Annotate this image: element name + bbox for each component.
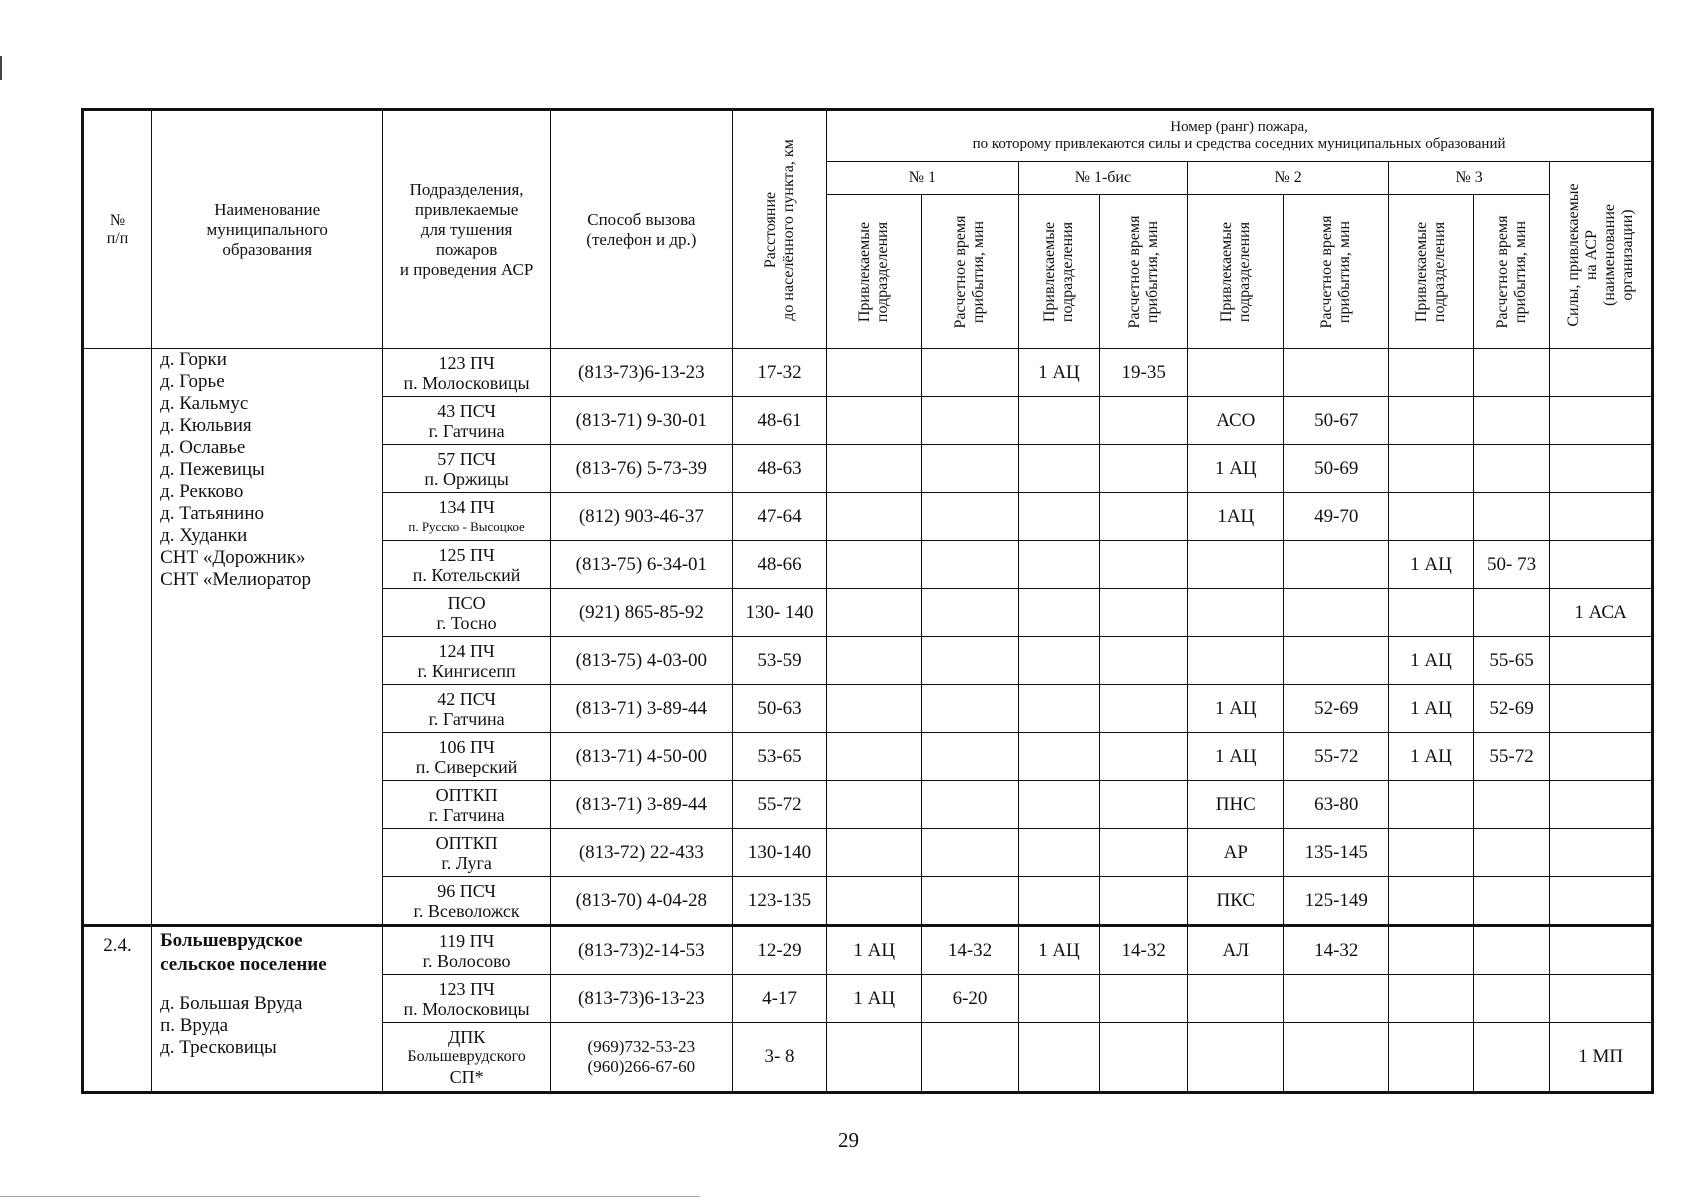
r1-units-cell xyxy=(827,445,922,493)
r2-units-cell: АР xyxy=(1188,829,1284,877)
scan-edge-mark xyxy=(0,56,2,80)
unit-location: г. Волосово xyxy=(422,950,511,971)
header-rank-title-text: Номер (ранг) пожара, по которому привлекаются силы и средства соседних муниципальных образований xyxy=(972,119,1506,152)
r2-time-cell xyxy=(1284,637,1389,685)
r2-time-cell: 52-69 xyxy=(1284,685,1389,733)
r3-time-cell xyxy=(1473,829,1549,877)
unit-location: г. Гатчина xyxy=(428,420,505,441)
unit-location: п. Молосковицы xyxy=(403,372,530,393)
r3-time-cell: 52-69 xyxy=(1473,685,1549,733)
header-r1bis-units-text: Привлекаемые подразделения xyxy=(1040,221,1076,322)
unit-location: п. Оржицы xyxy=(424,468,509,489)
r2-time-cell: 63-80 xyxy=(1284,781,1389,829)
unit-name: 124 ПЧ xyxy=(438,640,495,661)
r1bis-units-cell xyxy=(1018,685,1100,733)
distance-cell: 130- 140 xyxy=(732,589,826,637)
locality: СНТ «Мелиоратор xyxy=(160,569,312,590)
locality: д. Ославье xyxy=(160,437,246,458)
header-r3-units-text: Привлекаемые подразделения xyxy=(1412,221,1448,322)
r1bis-units-cell xyxy=(1018,493,1100,541)
unit-cell xyxy=(383,685,550,733)
r3-time-cell xyxy=(1473,349,1549,397)
asr-cell: 1 АСА xyxy=(1550,589,1653,637)
locality: д. Татьянино xyxy=(160,503,265,524)
unit-cell xyxy=(383,493,550,541)
r1bis-time-cell xyxy=(1100,541,1188,589)
unit-name: 42 ПСЧ xyxy=(437,688,496,709)
scan-bottom-edge xyxy=(0,1196,700,1197)
phone-cell: (813-71) 3-89-44 xyxy=(550,685,732,733)
unit-name: ДПК xyxy=(447,1027,486,1047)
r1-time-cell xyxy=(922,781,1018,829)
header-name-text: Наименование муниципального образования xyxy=(206,199,328,259)
unit-cell xyxy=(383,975,550,1023)
unit-cell xyxy=(383,1023,550,1093)
r2-time-cell xyxy=(1284,589,1389,637)
header-r2-time-text: Расчетное время прибытия, мин xyxy=(1318,215,1354,328)
r1-time-cell xyxy=(922,733,1018,781)
header-rank-title xyxy=(827,110,1653,162)
r2-time-cell: 125-149 xyxy=(1284,877,1389,926)
phone-cell: (813-73)2-14-53 xyxy=(550,926,732,975)
asr-cell xyxy=(1550,445,1653,493)
r2-time-cell: 50-67 xyxy=(1284,397,1389,445)
r1bis-units-cell xyxy=(1018,781,1100,829)
r3-time-cell xyxy=(1473,589,1549,637)
r3-units-cell: 1 АЦ xyxy=(1389,733,1474,781)
header-num-text: № п/п xyxy=(106,211,129,247)
header-r1-units xyxy=(827,195,922,349)
r3-units-cell xyxy=(1389,926,1474,975)
unit-cell xyxy=(383,733,550,781)
r3-units-cell xyxy=(1389,445,1474,493)
r1bis-time-cell xyxy=(1100,493,1188,541)
locality: д. Кальмус xyxy=(160,393,249,414)
phone-cell: (813-73)6-13-23 xyxy=(550,349,732,397)
unit-name: 123 ПЧ xyxy=(438,978,495,999)
asr-cell: 1 МП xyxy=(1550,1023,1653,1093)
r1bis-time-cell xyxy=(1100,685,1188,733)
r1bis-units-cell xyxy=(1018,637,1100,685)
group2-num: 2.4. xyxy=(83,926,152,1093)
unit-name: ПСО xyxy=(447,592,486,613)
r1-units-cell xyxy=(827,397,922,445)
r2-time-cell: 14-32 xyxy=(1284,926,1389,975)
r1-time-cell xyxy=(922,637,1018,685)
unit-cell xyxy=(383,829,550,877)
r1-units-cell xyxy=(827,877,922,926)
r3-time-cell xyxy=(1473,1023,1549,1093)
fire-resources-table xyxy=(81,108,1654,1094)
header-call-text: Способ вызова (телефон и др.) xyxy=(586,209,697,249)
phone-cell: (813-75) 6-34-01 xyxy=(550,541,732,589)
r2-units-cell: ПНС xyxy=(1188,781,1284,829)
phone-cell: (812) 903-46-37 xyxy=(550,493,732,541)
unit-name: 43 ПСЧ xyxy=(437,400,496,421)
unit-name: 134 ПЧ xyxy=(438,496,495,517)
phone-cell: (813-76) 5-73-39 xyxy=(550,445,732,493)
header-asr xyxy=(1550,162,1653,349)
header-r1bis-units xyxy=(1018,195,1100,349)
header-r1-time xyxy=(922,195,1018,349)
r2-units-cell: 1 АЦ xyxy=(1188,733,1284,781)
r1-units-cell: 1 АЦ xyxy=(827,926,922,975)
header-units-text: Подразделения, привлекаемые для тушения пожаров и проведения АСР xyxy=(399,179,534,279)
header-r1bis-time-text: Расчетное время прибытия, мин xyxy=(1125,215,1161,328)
r3-time-cell xyxy=(1473,445,1549,493)
r2-units-cell: ПКС xyxy=(1188,877,1284,926)
r1bis-time-cell xyxy=(1100,397,1188,445)
r1-units-cell xyxy=(827,589,922,637)
phone-cell: (813-71) 9-30-01 xyxy=(550,397,732,445)
r1-time-cell xyxy=(922,1023,1018,1093)
r1-units-cell xyxy=(827,781,922,829)
locality: СНТ «Дорожник» xyxy=(160,547,306,568)
r1-units-cell xyxy=(827,349,922,397)
phone-cell xyxy=(550,1023,732,1093)
r1bis-units-cell xyxy=(1018,877,1100,926)
r1bis-units-cell: 1 АЦ xyxy=(1018,926,1100,975)
r1-time-cell xyxy=(922,829,1018,877)
r2-time-cell: 49-70 xyxy=(1284,493,1389,541)
unit-location: г. Всеволожск xyxy=(413,900,520,921)
r3-time-cell: 50- 73 xyxy=(1473,541,1549,589)
r1bis-units-cell xyxy=(1018,829,1100,877)
page-number: 29 xyxy=(838,1128,859,1152)
r1-units-cell xyxy=(827,829,922,877)
asr-cell xyxy=(1550,926,1653,975)
distance-cell: 50-63 xyxy=(732,685,826,733)
r1bis-time-cell xyxy=(1100,589,1188,637)
r2-units-cell: 1 АЦ xyxy=(1188,445,1284,493)
distance-cell: 17-32 xyxy=(732,349,826,397)
header-r3-time xyxy=(1473,195,1549,349)
r1-time-cell xyxy=(922,493,1018,541)
unit-location: п. Молосковицы xyxy=(403,998,530,1019)
unit-cell xyxy=(383,781,550,829)
unit-location: г. Кингисепп xyxy=(417,660,516,681)
unit-location: г. Луга xyxy=(441,852,492,873)
r3-units-cell: 1 АЦ xyxy=(1389,685,1474,733)
r3-units-cell xyxy=(1389,975,1474,1023)
header-r2-units-text: Привлекаемые подразделения xyxy=(1217,221,1253,322)
distance-cell: 53-65 xyxy=(732,733,826,781)
header-asr-text: Силы, привлекаемые на АСР (наименование организации) xyxy=(1564,183,1636,327)
r1bis-units-cell xyxy=(1018,975,1100,1023)
header-call xyxy=(550,110,732,349)
r1bis-time-cell xyxy=(1100,877,1188,926)
phone-cell: (813-70) 4-04-28 xyxy=(550,877,732,926)
unit-cell xyxy=(383,637,550,685)
locality: д. Пежевицы xyxy=(160,459,265,480)
r2-units-cell xyxy=(1188,349,1284,397)
r2-units-cell xyxy=(1188,1023,1284,1093)
unit-cell xyxy=(383,445,550,493)
header-distance xyxy=(732,110,826,349)
r3-units-cell xyxy=(1389,589,1474,637)
r2-units-cell xyxy=(1188,541,1284,589)
r1bis-units-cell xyxy=(1018,397,1100,445)
r1-units-cell xyxy=(827,685,922,733)
r1-time-cell xyxy=(922,589,1018,637)
distance-cell: 130-140 xyxy=(732,829,826,877)
r3-time-cell: 55-72 xyxy=(1473,733,1549,781)
r2-units-cell: АЛ xyxy=(1188,926,1284,975)
phone-cell: (921) 865-85-92 xyxy=(550,589,732,637)
r1bis-units-cell xyxy=(1018,589,1100,637)
phone-cell: (813-72) 22-433 xyxy=(550,829,732,877)
r1bis-time-cell: 14-32 xyxy=(1100,926,1188,975)
r3-units-cell: 1 АЦ xyxy=(1389,541,1474,589)
r1bis-units-cell xyxy=(1018,733,1100,781)
r3-time-cell xyxy=(1473,877,1549,926)
r1-units-cell xyxy=(827,637,922,685)
r1-time-cell xyxy=(922,445,1018,493)
unit-name: 125 ПЧ xyxy=(438,544,495,565)
locality: д. Кюльвия xyxy=(160,415,252,436)
unit-location: г. Гатчина xyxy=(428,708,505,729)
r1-units-cell xyxy=(827,493,922,541)
header-r2-time xyxy=(1284,195,1389,349)
r3-time-cell xyxy=(1473,926,1549,975)
r3-units-cell xyxy=(1389,1023,1474,1093)
unit-name: ОПТКП xyxy=(435,784,498,805)
locality: д. Горки xyxy=(160,349,227,370)
distance-cell: 47-64 xyxy=(732,493,826,541)
unit-location: г. Тосно xyxy=(436,612,497,633)
header-rank1bis: № 1-бис xyxy=(1018,162,1188,195)
r1bis-time-cell xyxy=(1100,733,1188,781)
r3-time-cell xyxy=(1473,975,1549,1023)
unit-name: ОПТКП xyxy=(435,832,498,853)
phone-cell: (813-71) 3-89-44 xyxy=(550,781,732,829)
header-name xyxy=(152,110,383,349)
asr-cell xyxy=(1550,541,1653,589)
header-rank3: № 3 xyxy=(1389,162,1550,195)
group1-num xyxy=(83,349,152,926)
header-r1bis-time xyxy=(1100,195,1188,349)
r3-units-cell xyxy=(1389,493,1474,541)
unit-name: 119 ПЧ xyxy=(438,930,495,951)
unit-location: п. Котельский xyxy=(412,564,521,585)
group2-localities xyxy=(152,926,383,1093)
group1-localities xyxy=(152,349,383,926)
r2-time-cell: 55-72 xyxy=(1284,733,1389,781)
r2-units-cell xyxy=(1188,975,1284,1023)
header-num xyxy=(83,110,152,349)
distance-cell: 48-66 xyxy=(732,541,826,589)
r1-units-cell xyxy=(827,1023,922,1093)
r2-time-cell xyxy=(1284,349,1389,397)
unit-cell xyxy=(383,397,550,445)
phone-primary: (969)732-53-23 xyxy=(587,1037,696,1056)
r1bis-units-cell xyxy=(1018,541,1100,589)
locality: д. Рекково xyxy=(160,481,244,502)
header-r2-units xyxy=(1188,195,1284,349)
header-distance-text: Расстояние до населённого пункта, км xyxy=(761,138,797,321)
r1bis-time-cell xyxy=(1100,781,1188,829)
r1bis-time-cell: 19-35 xyxy=(1100,349,1188,397)
locality: д. Большая Вруда xyxy=(160,993,303,1014)
distance-cell: 123-135 xyxy=(732,877,826,926)
locality: д. Худанки xyxy=(160,525,248,546)
r1-time-cell xyxy=(922,685,1018,733)
r3-time-cell xyxy=(1473,781,1549,829)
asr-cell xyxy=(1550,877,1653,926)
phone-cell: (813-75) 4-03-00 xyxy=(550,637,732,685)
r1bis-time-cell xyxy=(1100,1023,1188,1093)
r1bis-time-cell xyxy=(1100,829,1188,877)
distance-cell: 53-59 xyxy=(732,637,826,685)
r1bis-units-cell: 1 АЦ xyxy=(1018,349,1100,397)
distance-cell: 3- 8 xyxy=(732,1023,826,1093)
distance-cell: 48-63 xyxy=(732,445,826,493)
header-r1-units-text: Привлекаемые подразделения xyxy=(856,221,892,322)
r1bis-time-cell xyxy=(1100,637,1188,685)
r1bis-units-cell xyxy=(1018,1023,1100,1093)
header-rank2: № 2 xyxy=(1188,162,1389,195)
r1bis-units-cell xyxy=(1018,445,1100,493)
r2-units-cell: 1АЦ xyxy=(1188,493,1284,541)
asr-cell xyxy=(1550,829,1653,877)
unit-name: 57 ПСЧ xyxy=(437,448,496,469)
group2-title: Большеврудское сельское поселение xyxy=(160,930,327,975)
r1-time-cell xyxy=(922,541,1018,589)
r3-time-cell xyxy=(1473,397,1549,445)
unit-location: г. Гатчина xyxy=(428,804,505,825)
phone-cell: (813-71) 4-50-00 xyxy=(550,733,732,781)
r3-units-cell xyxy=(1389,349,1474,397)
phone-cell: (813-73)6-13-23 xyxy=(550,975,732,1023)
unit-location: Большеврудского xyxy=(407,1048,526,1065)
r1-time-cell xyxy=(922,349,1018,397)
distance-cell: 12-29 xyxy=(732,926,826,975)
unit-name: 123 ПЧ xyxy=(438,352,495,373)
asr-cell xyxy=(1550,493,1653,541)
header-r3-units xyxy=(1389,195,1474,349)
r1-time-cell: 6-20 xyxy=(922,975,1018,1023)
unit-name: 106 ПЧ xyxy=(438,736,495,757)
r1-units-cell xyxy=(827,541,922,589)
header-r3-time-text: Расчетное время прибытия, мин xyxy=(1493,215,1529,328)
unit-cell xyxy=(383,877,550,926)
header-r1-time-text: Расчетное время прибытия, мин xyxy=(951,215,987,328)
r1-units-cell: 1 АЦ xyxy=(827,975,922,1023)
asr-cell xyxy=(1550,397,1653,445)
r2-time-cell xyxy=(1284,975,1389,1023)
r3-units-cell: 1 АЦ xyxy=(1389,637,1474,685)
r2-units-cell xyxy=(1188,637,1284,685)
distance-cell: 48-61 xyxy=(732,397,826,445)
unit-cell xyxy=(383,349,550,397)
r1-units-cell xyxy=(827,733,922,781)
unit-cell xyxy=(383,589,550,637)
asr-cell xyxy=(1550,781,1653,829)
r2-time-cell: 50-69 xyxy=(1284,445,1389,493)
r2-time-cell xyxy=(1284,541,1389,589)
r2-time-cell xyxy=(1284,1023,1389,1093)
asr-cell xyxy=(1550,637,1653,685)
asr-cell xyxy=(1550,733,1653,781)
r1-time-cell: 14-32 xyxy=(922,926,1018,975)
unit-suffix: СП* xyxy=(449,1067,484,1087)
r1bis-time-cell xyxy=(1100,975,1188,1023)
locality: д. Горье xyxy=(160,371,225,392)
r1bis-time-cell xyxy=(1100,445,1188,493)
r3-units-cell xyxy=(1389,397,1474,445)
distance-cell: 55-72 xyxy=(732,781,826,829)
r3-units-cell xyxy=(1389,877,1474,926)
asr-cell xyxy=(1550,975,1653,1023)
r3-time-cell xyxy=(1473,493,1549,541)
r3-units-cell xyxy=(1389,781,1474,829)
r1-time-cell xyxy=(922,397,1018,445)
unit-location: п. Русско - Высоцкое xyxy=(408,518,525,534)
locality: д. Тресковицы xyxy=(160,1037,277,1058)
table-row xyxy=(83,349,1653,397)
unit-name: 96 ПСЧ xyxy=(437,880,496,901)
r3-time-cell: 55-65 xyxy=(1473,637,1549,685)
table-row xyxy=(83,926,1653,975)
unit-cell xyxy=(383,926,550,975)
r2-units-cell: 1 АЦ xyxy=(1188,685,1284,733)
header-rank1: № 1 xyxy=(827,162,1019,195)
asr-cell xyxy=(1550,685,1653,733)
distance-cell: 4-17 xyxy=(732,975,826,1023)
phone-secondary: (960)266-67-60 xyxy=(587,1057,696,1076)
r2-units-cell: АСО xyxy=(1188,397,1284,445)
unit-cell xyxy=(383,541,550,589)
header-units xyxy=(383,110,550,349)
r1-time-cell xyxy=(922,877,1018,926)
r2-time-cell: 135-145 xyxy=(1284,829,1389,877)
unit-location: п. Сиверский xyxy=(415,756,518,777)
r3-units-cell xyxy=(1389,829,1474,877)
r2-units-cell xyxy=(1188,589,1284,637)
locality: п. Вруда xyxy=(160,1015,229,1036)
asr-cell xyxy=(1550,349,1653,397)
